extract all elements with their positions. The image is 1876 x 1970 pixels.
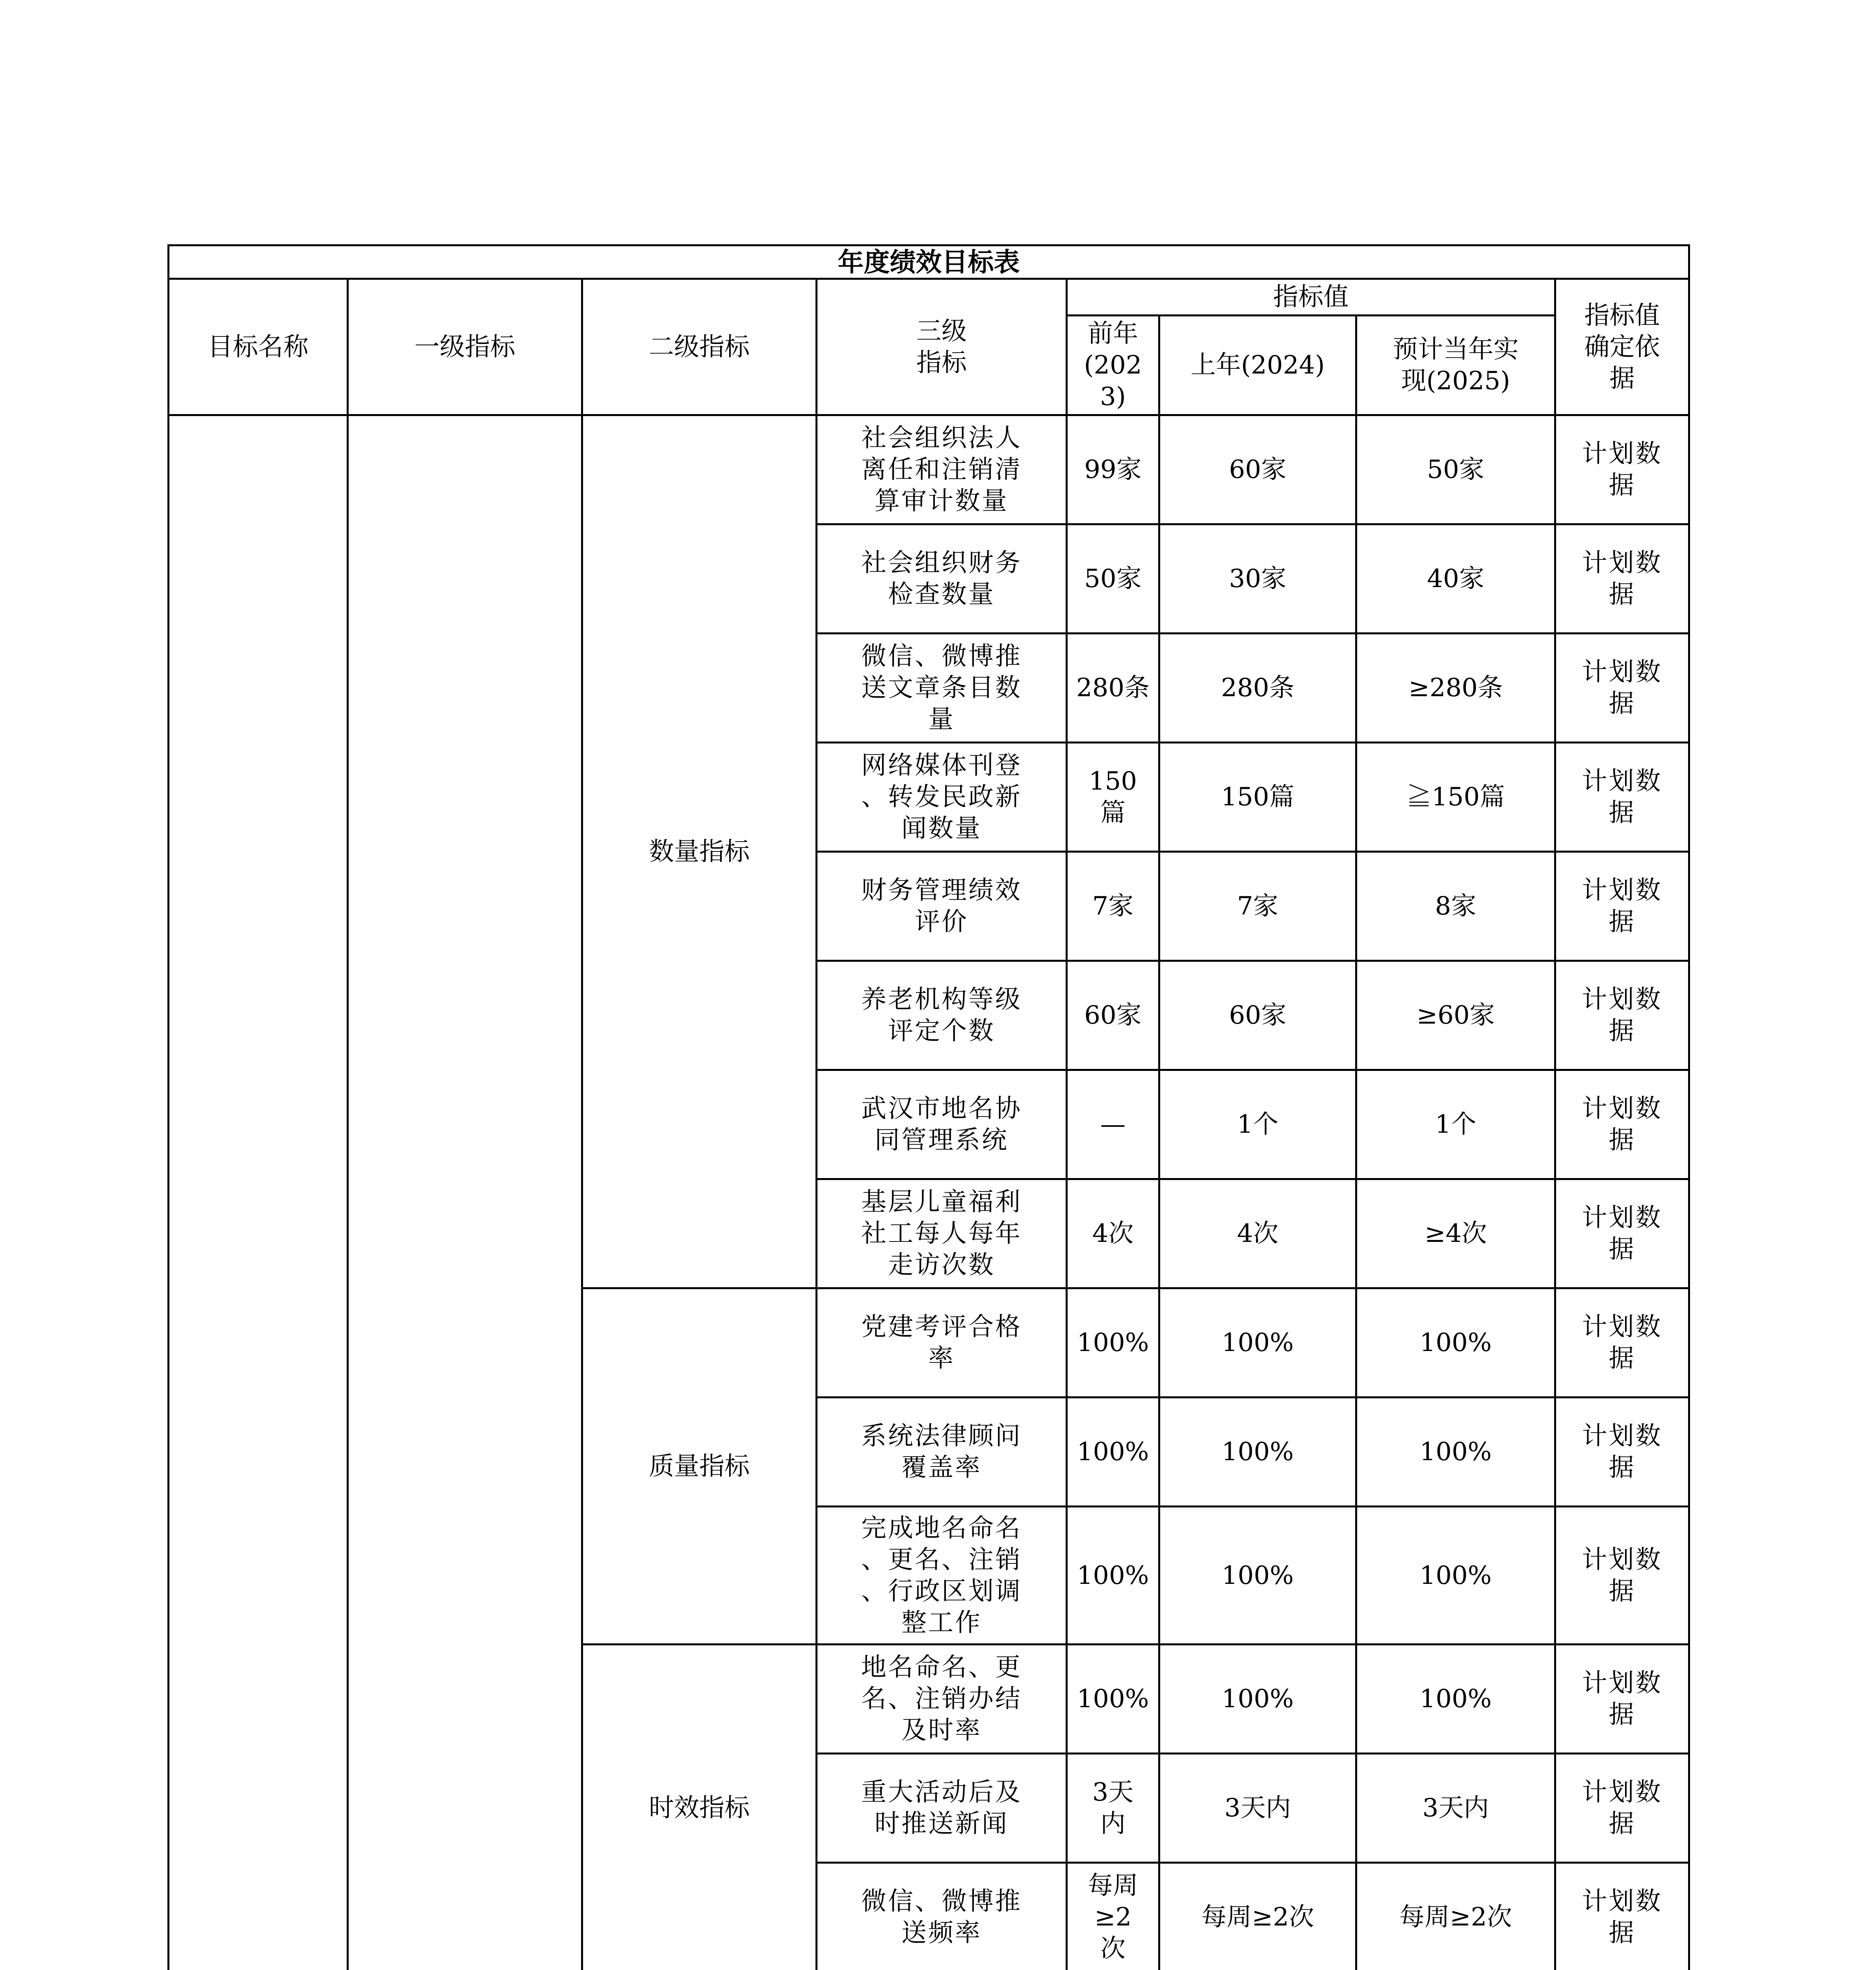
value-prev-year: 60家: [1067, 961, 1159, 1070]
header-target-name: 目标名称: [169, 279, 348, 415]
value-last-year: 100%: [1159, 1398, 1356, 1507]
basis-cell: 计划数 据: [1555, 1645, 1689, 1754]
value-prev-year: 99家: [1067, 415, 1159, 524]
basis-cell: 计划数 据: [1555, 1398, 1689, 1507]
basis-cell: 计划数 据: [1555, 524, 1689, 634]
value-prev-year: 7家: [1067, 852, 1159, 961]
value-last-year: 100%: [1159, 1507, 1356, 1645]
level3-indicator: 财务管理绩效 评价: [817, 852, 1067, 961]
value-last-year: 3天内: [1159, 1754, 1356, 1863]
basis-cell: 计划数 据: [1555, 1070, 1689, 1179]
value-expected: ≥60家: [1356, 961, 1555, 1070]
value-last-year: 60家: [1159, 961, 1356, 1070]
level3-indicator: 社会组织法人 离任和注销清 算审计数量: [817, 415, 1067, 524]
basis-cell: 计划数 据: [1555, 852, 1689, 961]
level3-indicator: 武汉市地名协 同管理系统: [817, 1070, 1067, 1179]
basis-cell: 计划数 据: [1555, 1754, 1689, 1863]
level3-indicator: 养老机构等级 评定个数: [817, 961, 1067, 1070]
level3-indicator: 完成地名命名 、更名、注销 、行政区划调 整工作: [817, 1507, 1067, 1645]
value-last-year: 100%: [1159, 1288, 1356, 1398]
value-prev-year: 100%: [1067, 1288, 1159, 1398]
table-title: 年度绩效目标表: [169, 245, 1689, 279]
basis-cell: 计划数 据: [1555, 634, 1689, 743]
value-expected: ≥280条: [1356, 634, 1555, 743]
value-prev-year: 每周 ≥2 次: [1067, 1863, 1159, 1970]
value-expected: 1个: [1356, 1070, 1555, 1179]
value-expected: 100%: [1356, 1645, 1555, 1754]
level2-quantity: 数量指标: [582, 415, 817, 1288]
basis-cell: 计划数 据: [1555, 743, 1689, 852]
basis-cell: 计划数 据: [1555, 1179, 1689, 1288]
value-last-year: 60家: [1159, 415, 1356, 524]
basis-cell: 计划数 据: [1555, 415, 1689, 524]
annual-performance-table: [167, 244, 1690, 1970]
value-prev-year: 100%: [1067, 1507, 1159, 1645]
value-expected: ≧150篇: [1356, 743, 1555, 852]
basis-cell: 计划数 据: [1555, 1863, 1689, 1970]
value-expected: 8家: [1356, 852, 1555, 961]
value-expected: 40家: [1356, 524, 1555, 634]
value-prev-year: 100%: [1067, 1398, 1159, 1507]
value-last-year: 4次: [1159, 1179, 1356, 1288]
level3-indicator: 微信、微博推 送频率: [817, 1863, 1067, 1970]
header-level2: 二级指标: [582, 279, 817, 415]
level3-indicator: 重大活动后及 时推送新闻: [817, 1754, 1067, 1863]
value-prev-year: 3天 内: [1067, 1754, 1159, 1863]
header-level3: 三级 指标: [817, 279, 1067, 415]
value-last-year: 7家: [1159, 852, 1356, 961]
value-prev-year: 150 篇: [1067, 743, 1159, 852]
value-prev-year: 280条: [1067, 634, 1159, 743]
target-name-cell: [169, 415, 348, 1970]
header-last-year: 上年(2024): [1159, 316, 1356, 415]
value-expected: 100%: [1356, 1288, 1555, 1398]
level1-output-cell: [348, 415, 582, 1970]
level3-indicator: 地名命名、更 名、注销办结 及时率: [817, 1645, 1067, 1754]
value-prev-year: —: [1067, 1070, 1159, 1179]
level3-indicator: 网络媒体刊登 、转发民政新 闻数量: [817, 743, 1067, 852]
value-expected: 100%: [1356, 1507, 1555, 1645]
header-expected: 预计当年实 现(2025): [1356, 316, 1555, 415]
basis-cell: 计划数 据: [1555, 1507, 1689, 1645]
level3-indicator: 社会组织财务 检查数量: [817, 524, 1067, 634]
value-last-year: 30家: [1159, 524, 1356, 634]
level2-quality: 质量指标: [582, 1288, 817, 1645]
value-last-year: 1个: [1159, 1070, 1356, 1179]
value-prev-year: 4次: [1067, 1179, 1159, 1288]
header-basis: 指标值 确定依 据: [1555, 279, 1689, 415]
basis-cell: 计划数 据: [1555, 1288, 1689, 1398]
basis-cell: 计划数 据: [1555, 961, 1689, 1070]
value-last-year: 每周≥2次: [1159, 1863, 1356, 1970]
value-expected: 每周≥2次: [1356, 1863, 1555, 1970]
value-last-year: 100%: [1159, 1645, 1356, 1754]
value-expected: 3天内: [1356, 1754, 1555, 1863]
level3-indicator: 基层儿童福利 社工每人每年 走访次数: [817, 1179, 1067, 1288]
value-expected: ≥4次: [1356, 1179, 1555, 1288]
value-prev-year: 100%: [1067, 1645, 1159, 1754]
value-expected: 100%: [1356, 1398, 1555, 1507]
level3-indicator: 微信、微博推 送文章条目数 量: [817, 634, 1067, 743]
level3-indicator: 党建考评合格 率: [817, 1288, 1067, 1398]
value-expected: 50家: [1356, 415, 1555, 524]
level2-timeliness: 时效指标: [582, 1645, 817, 1970]
level3-indicator: 系统法律顾问 覆盖率: [817, 1398, 1067, 1507]
header-prev-year: 前年 (202 3): [1067, 316, 1159, 415]
table-row: [169, 415, 1689, 524]
value-last-year: 280条: [1159, 634, 1356, 743]
header-indicator-value: 指标值: [1067, 279, 1555, 316]
header-level1: 一级指标: [348, 279, 582, 415]
value-prev-year: 50家: [1067, 524, 1159, 634]
value-last-year: 150篇: [1159, 743, 1356, 852]
